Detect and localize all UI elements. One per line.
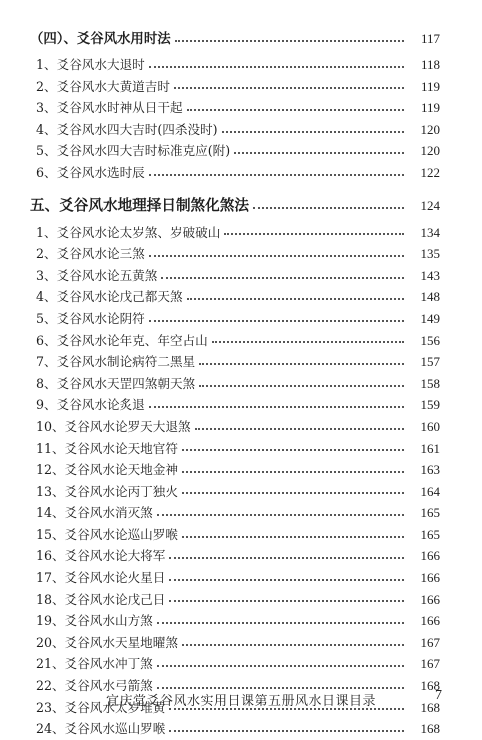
dot-leader: [195, 428, 404, 430]
toc-page-number: 124: [420, 197, 440, 213]
dot-leader: [157, 687, 404, 689]
toc-page-number: 158: [420, 375, 440, 391]
toc-section-heading[interactable]: [30, 192, 440, 220]
toc-entry-title: 14、爻谷风水消灭煞: [36, 505, 153, 521]
toc-page-number: 119: [420, 100, 440, 116]
table-of-contents: [30, 26, 440, 740]
dot-leader: [149, 320, 404, 322]
dot-leader: [222, 131, 404, 133]
toc-page-number: 120: [420, 121, 440, 137]
toc-entry-title: 3、爻谷风水论五黄煞: [36, 267, 158, 283]
dot-leader: [187, 109, 404, 111]
page-number: 7: [435, 688, 442, 703]
dot-leader: [157, 622, 404, 624]
toc-page-number: 134: [420, 224, 440, 240]
toc-page-number: 156: [420, 332, 440, 348]
toc-entry-title: 8、爻谷风水天罡四煞朝天煞: [36, 375, 196, 391]
toc-section-title: （四）、爻谷风水用时法: [30, 31, 171, 47]
toc-entry-title: 11、爻谷风水论天地官符: [36, 440, 178, 456]
toc-entry[interactable]: [30, 394, 440, 416]
toc-entry-title: 4、爻谷风水四大吉时(四杀没时): [36, 121, 218, 137]
toc-section-heading[interactable]: [30, 26, 440, 52]
toc-entry-title: 5、爻谷风水四大吉时标准克应(附): [36, 143, 231, 159]
toc-page-number: 143: [420, 267, 440, 283]
toc-page-number: 160: [420, 418, 440, 434]
dot-leader: [199, 363, 404, 365]
toc-page-number: 161: [420, 440, 440, 456]
toc-entry[interactable]: [30, 286, 440, 308]
toc-entry[interactable]: [30, 308, 440, 330]
toc-entry[interactable]: [30, 524, 440, 546]
toc-page-number: 118: [420, 57, 440, 72]
toc-entry[interactable]: [30, 610, 440, 632]
dot-leader: [149, 255, 404, 257]
toc-entry-title: 2、爻谷风水论三煞: [36, 246, 145, 262]
toc-page-number: 166: [420, 591, 440, 607]
toc-page-number: 163: [420, 462, 440, 478]
toc-entry[interactable]: [30, 222, 440, 244]
toc-entry[interactable]: [30, 76, 440, 98]
toc-page-number: 135: [420, 246, 440, 262]
toc-entry[interactable]: [30, 330, 440, 352]
toc-entry[interactable]: [30, 502, 440, 524]
dot-leader: [169, 579, 404, 581]
toc-entry-title: 13、爻谷风水论丙丁独火: [36, 483, 178, 499]
dot-leader: [161, 277, 404, 279]
toc-entry[interactable]: [30, 459, 440, 481]
dot-leader: [199, 385, 404, 387]
dot-leader: [182, 644, 404, 646]
toc-page-number: 149: [420, 310, 440, 326]
dot-leader: [182, 471, 404, 473]
toc-page-number: 167: [420, 656, 440, 672]
toc-page-number: 164: [420, 483, 440, 499]
toc-page-number: 166: [420, 548, 440, 564]
toc-entry[interactable]: [30, 545, 440, 567]
toc-entry[interactable]: [30, 632, 440, 654]
toc-entry[interactable]: [30, 373, 440, 395]
toc-entry-title: 2、爻谷风水大黄道吉时: [36, 78, 170, 94]
toc-entry-title: 9、爻谷风水论炙退: [36, 397, 145, 413]
toc-page-number: 165: [420, 505, 440, 521]
dot-leader: [157, 665, 404, 667]
dot-leader: [182, 449, 404, 451]
toc-entry-title: 21、爻谷风水冲丁煞: [36, 656, 153, 672]
dot-leader: [169, 557, 404, 559]
toc-entry-title: 6、爻谷风水论年克、年空占山: [36, 332, 208, 348]
dot-leader: [149, 66, 404, 68]
dot-leader: [212, 341, 404, 343]
toc-entry[interactable]: [30, 589, 440, 611]
toc-entry-title: 24、爻谷风水巡山罗喉: [36, 721, 166, 737]
toc-entry[interactable]: [30, 54, 440, 76]
toc-entry-title: 15、爻谷风水论巡山罗喉: [36, 526, 178, 542]
toc-entry[interactable]: [30, 481, 440, 503]
toc-page-number: 117: [420, 31, 440, 46]
toc-entry-title: 23、爻谷风水太岁堆黄: [36, 699, 166, 715]
toc-entry-title: 20、爻谷风水天星地曜煞: [36, 634, 178, 650]
toc-page-number: 122: [420, 164, 440, 180]
dot-leader: [234, 152, 404, 154]
dot-leader: [169, 730, 404, 732]
toc-section-items: [30, 54, 440, 184]
toc-entry[interactable]: [30, 351, 440, 373]
toc-entry-title: 17、爻谷风水论火星日: [36, 570, 166, 586]
toc-entry-title: 5、爻谷风水论阴符: [36, 310, 145, 326]
toc-entry-title: 1、爻谷风水大退时: [36, 57, 145, 72]
dot-leader: [175, 40, 404, 42]
toc-section-title: 五、爻谷风水地理择日制煞化煞法: [30, 196, 249, 214]
page-footer: 宜庆堂爻谷风水实用日课第五册风水日课目录: [105, 694, 376, 709]
toc-page-number: 119: [420, 78, 440, 94]
dot-leader: [187, 298, 404, 300]
toc-entry[interactable]: [30, 438, 440, 460]
toc-entry-title: 4、爻谷风水论戊己都天煞: [36, 289, 183, 305]
dot-leader: [253, 207, 404, 209]
toc-page-number: 167: [420, 634, 440, 650]
toc-page-number: 120: [420, 143, 440, 159]
toc-entry[interactable]: [30, 97, 440, 119]
dot-leader: [182, 536, 404, 538]
toc-entry[interactable]: [30, 140, 440, 162]
toc-entry-title: 18、爻谷风水论戊己日: [36, 591, 166, 607]
toc-page-number: 166: [420, 613, 440, 629]
toc-entry-title: 3、爻谷风水时神从日干起: [36, 100, 183, 116]
toc-entry-title: 7、爻谷风水制论病符二黑星: [36, 354, 196, 370]
dot-leader: [182, 492, 404, 494]
toc-entry-title: 19、爻谷风水山方煞: [36, 613, 153, 629]
toc-page-number: 166: [420, 570, 440, 586]
dot-leader: [149, 174, 404, 176]
toc-page-number: 168: [420, 678, 440, 694]
toc-entry[interactable]: [30, 653, 440, 675]
toc-section-items: [30, 222, 440, 740]
toc-entry[interactable]: [30, 718, 440, 740]
toc-entry-title: 16、爻谷风水论大将军: [36, 548, 166, 564]
toc-entry-title: 12、爻谷风水论天地金神: [36, 462, 178, 478]
toc-entry-title: 6、爻谷风水选时辰: [36, 164, 145, 180]
toc-page-number: 168: [420, 721, 440, 737]
dot-leader: [149, 406, 404, 408]
toc-entry[interactable]: [30, 567, 440, 589]
toc-entry-title: 1、爻谷风水论太岁煞、岁破破山: [36, 224, 221, 240]
toc-entry[interactable]: [30, 243, 440, 265]
toc-entry[interactable]: [30, 119, 440, 141]
toc-page-number: 157: [420, 354, 440, 370]
dot-leader: [169, 600, 404, 602]
dot-leader: [224, 233, 404, 235]
toc-entry-title: 22、爻谷风水弓箭煞: [36, 678, 153, 694]
toc-page-number: 148: [420, 289, 440, 305]
dot-leader: [174, 87, 404, 89]
toc-page-number: 168: [420, 699, 440, 715]
toc-entry[interactable]: [30, 416, 440, 438]
toc-page-number: 159: [420, 397, 440, 413]
toc-entry[interactable]: [30, 265, 440, 287]
dot-leader: [157, 514, 404, 516]
toc-entry-title: 10、爻谷风水论罗天大退煞: [36, 418, 191, 434]
toc-entry[interactable]: [30, 162, 440, 184]
toc-page-number: 165: [420, 526, 440, 542]
